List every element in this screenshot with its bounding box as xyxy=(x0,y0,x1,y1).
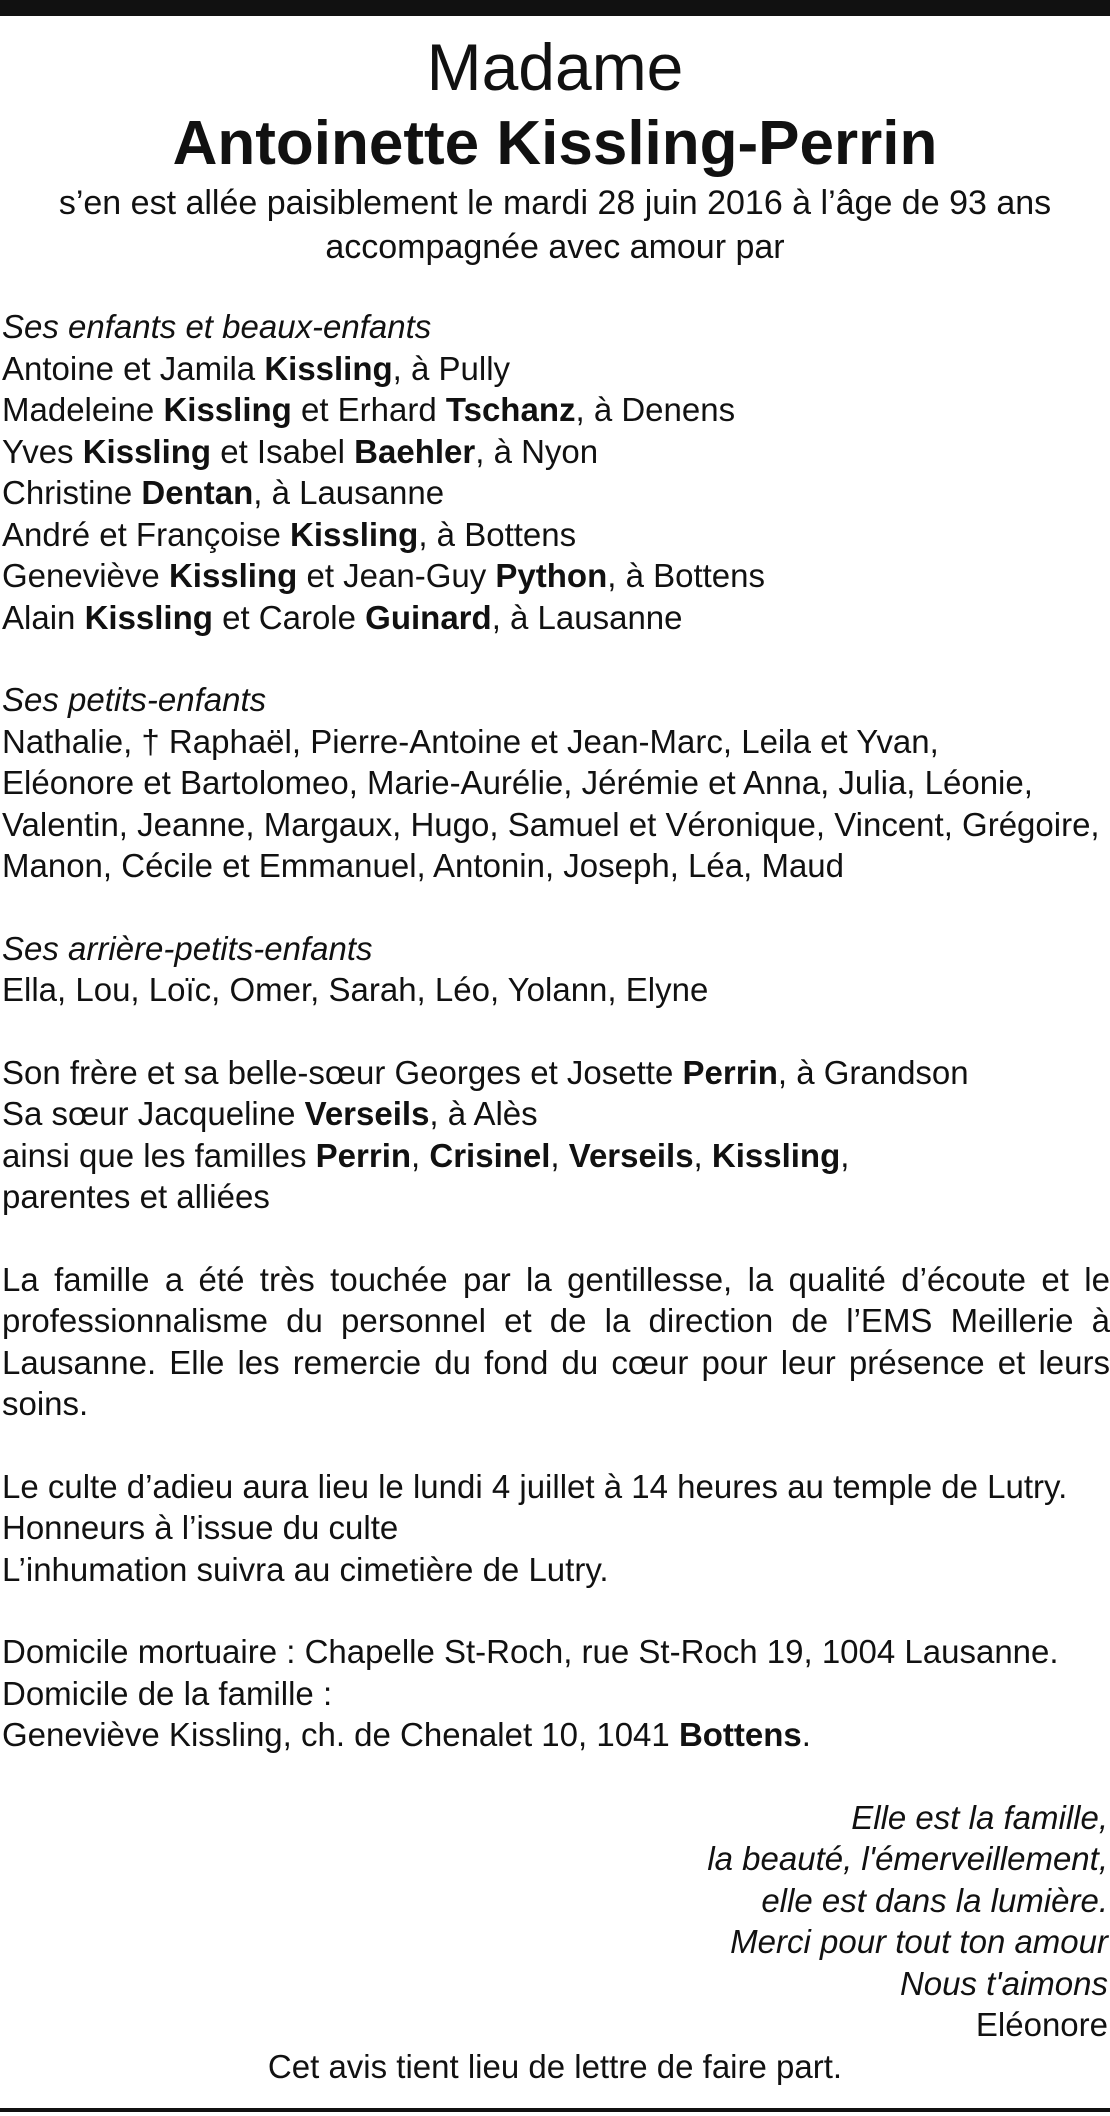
list-item: André et Françoise Kissling, à Bottens xyxy=(2,515,577,553)
deceased-name: Antoinette Kissling-Perrin xyxy=(172,109,938,178)
family-address-label: Domicile de la famille : xyxy=(2,1674,333,1712)
list-item: Nathalie, † Raphaël, Pierre-Antoine et Jean-Marc, Leila et Yvan, xyxy=(2,722,939,760)
list-item: Geneviève Kissling et Jean-Guy Python, à Bottens xyxy=(2,557,765,594)
notice-header xyxy=(0,26,1110,268)
list-item: Alain Kissling et Carole Guinard, à Lausanne xyxy=(2,598,683,636)
relatives-line: parentes et alliées xyxy=(2,1178,270,1215)
grandchildren-section xyxy=(2,679,1110,887)
great-grandchildren-section xyxy=(2,928,1110,1011)
poem-line: Merci pour tout ton amour xyxy=(730,1923,1108,1960)
service-line: Le culte d’adieu aura lieu le lundi 4 juillet à 14 heures au temple de Lutry. xyxy=(2,1467,1068,1505)
section-title-great-grandchildren: Ses arrière-petits-enfants xyxy=(2,929,373,967)
notice-body xyxy=(0,306,1110,2046)
intro-line-2: accompagnée avec amour par xyxy=(325,228,785,266)
addresses-section xyxy=(2,1631,1110,1756)
poem-line: Elle est la famille, xyxy=(851,1798,1108,1836)
list-item: Ella, Lou, Loïc, Omer, Sarah, Léo, Yolann, Elyne xyxy=(2,971,709,1008)
thanks-paragraph: La famille a été très touchée par la gentillesse, la qualité d’écoute et le professionnalisme du personnel et de la direction de l’EMS Meillerie à Lausanne. Elle les remercie du fond du cœur pour leur présence et leurs soins. xyxy=(2,1260,1110,1422)
death-notice xyxy=(0,16,1110,2087)
list-item: Yves Kissling et Isabel Baehler, à Nyon xyxy=(2,432,599,470)
honours-line: Honneurs à l’issue du culte xyxy=(2,1509,399,1546)
list-item: Antoine et Jamila Kissling, à Pully xyxy=(2,349,511,387)
poem-signature: Eléonore xyxy=(975,2006,1108,2043)
bottom-rule xyxy=(0,2108,1110,2112)
siblings-section xyxy=(2,1052,1110,1218)
children-section xyxy=(2,306,1110,638)
family-address: Geneviève Kissling, ch. de Chenalet 10, 1041 Bottens. xyxy=(2,1716,811,1753)
top-rule xyxy=(0,0,1110,16)
closing-note: Cet avis tient lieu de lettre de faire part. xyxy=(267,2047,843,2085)
section-title-children: Ses enfants et beaux-enfants xyxy=(2,308,432,345)
list-item: Manon, Cécile et Emmanuel, Antonin, Joseph, Léa, Maud xyxy=(2,847,844,884)
poem-line: la beauté, l'émerveillement, xyxy=(707,1840,1108,1877)
salutation: Madame xyxy=(426,30,684,104)
list-item: Eléonore et Bartolomeo, Marie-Aurélie, Jérémie et Anna, Julia, Léonie, xyxy=(2,764,1033,801)
list-item: Madeleine Kissling et Erhard Tschanz, à Denens xyxy=(2,391,736,428)
service-section xyxy=(2,1466,1110,1591)
sister-line: Sa sœur Jacqueline Verseils, à Alès xyxy=(2,1095,538,1132)
list-item: Valentin, Jeanne, Margaux, Hugo, Samuel et Véronique, Vincent, Grégoire, xyxy=(2,805,1100,843)
families-line: ainsi que les familles Perrin, Crisinel, Verseils, Kissling, xyxy=(2,1136,850,1174)
poem-line: elle est dans la lumière. xyxy=(761,1881,1108,1919)
poem xyxy=(2,1797,1110,2046)
section-title-grandchildren: Ses petits-enfants xyxy=(2,681,267,718)
list-item: Christine Dentan, à Lausanne xyxy=(2,474,445,511)
poem-line: Nous t'aimons xyxy=(899,1964,1108,2002)
intro-line-1: s’en est allée paisiblement le mardi 28 juin 2016 à l’âge de 93 ans xyxy=(58,184,1052,222)
brother-line: Son frère et sa belle-sœur Georges et Josette Perrin, à Grandson xyxy=(2,1053,969,1091)
mortuary-address: Domicile mortuaire : Chapelle St-Roch, rue St-Roch 19, 1004 Lausanne. xyxy=(2,1633,1059,1670)
burial-line: L’inhumation suivra au cimetière de Lutry. xyxy=(2,1550,609,1588)
